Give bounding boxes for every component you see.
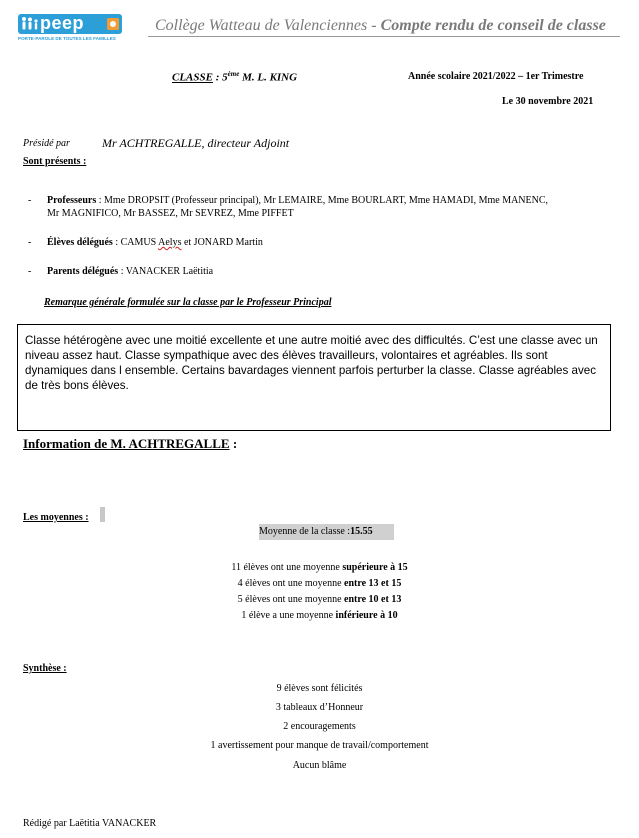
class-name: M. L. KING: [239, 71, 298, 84]
average-line: [0, 610, 639, 621]
student-delegates-label: Élèves délégués: [47, 237, 113, 248]
teachers-line2: Mr MAGNIFICO, Mr BASSEZ, Mr SEVREZ, Mme PIFFET: [47, 208, 294, 219]
averages-marker: [100, 507, 105, 522]
remark-box: [17, 324, 611, 431]
synthesis-line: 3 tableaux d’Honneur: [275, 702, 364, 713]
averages-title: Les moyennes :: [23, 512, 89, 523]
synthesis-line: 1 avertissement pour manque de travail/comportement: [210, 740, 429, 751]
parent-delegates-label: Parents délégués: [47, 266, 119, 277]
student-name-flagged: Aelys: [158, 237, 182, 248]
presided-value: Mr ACHTREGALLE, directeur Adjoint: [102, 136, 290, 150]
school-year: Année scolaire 2021/2022 – 1er Trimestre: [408, 71, 584, 82]
written-by: Rédigé par Laëtitia VANACKER: [23, 818, 157, 829]
class-line: [172, 70, 297, 84]
logo-text: peep: [40, 13, 85, 33]
average-line: [0, 594, 639, 605]
average-line-range: inférieure à 10: [335, 610, 398, 621]
class-average-label: Moyenne de la classe :: [259, 526, 351, 537]
family-figures-icon: [20, 16, 40, 32]
document-title: Compte rendu de conseil de classe: [380, 17, 606, 34]
teachers-label: Professeurs: [47, 195, 97, 206]
class-average: [259, 524, 394, 540]
average-line-range: entre 10 et 13: [344, 594, 402, 605]
student-delegates-rest: et JONARD Martin: [181, 237, 263, 248]
class-sep: :: [212, 71, 223, 84]
average-line-prefix: 11 élèves ont une moyenne: [231, 562, 343, 573]
header-divider: [148, 36, 620, 37]
teachers-item: [47, 194, 617, 220]
average-line-prefix: 1 élève a une moyenne: [241, 610, 336, 621]
logo-mark-icon: [106, 17, 120, 31]
average-line-prefix: 4 élèves ont une moyenne: [237, 578, 345, 589]
school-name: Collège Watteau de Valenciennes -: [155, 17, 381, 34]
meeting-date: Le 30 novembre 2021: [502, 96, 594, 107]
average-line-range: supérieure à 15: [342, 562, 408, 573]
information-title-text: Information de M. ACHTREGALLE: [23, 436, 230, 451]
average-line: [0, 578, 639, 589]
synthesis-line: Aucun blâme: [292, 760, 347, 771]
presided-label: Présidé par: [23, 138, 70, 149]
synthesis-title: Synthèse :: [23, 663, 67, 674]
bullet-dash: -: [28, 237, 32, 248]
bullet-dash: -: [28, 195, 32, 206]
information-title-suffix: :: [229, 436, 238, 451]
logo-tagline: PORTE-PAROLE DE TOUTES LES FAMILLES: [18, 36, 116, 41]
class-level-sup: ème: [227, 70, 240, 78]
synthesis-line: 9 élèves sont félicités: [276, 683, 363, 694]
average-line-prefix: 5 élèves ont une moyenne: [237, 594, 345, 605]
teachers-line1: : Mme DROPSIT (Professeur principal), Mr LEMAIRE, Mme BOURLART, Mme HAMADI, Mme MANENC,: [96, 195, 549, 206]
attendees-title: Sont présents :: [23, 156, 87, 167]
remark-title: Remarque générale formulée sur la classe par le Professeur Principal: [44, 297, 332, 308]
synthesis-line: 2 encouragements: [283, 721, 356, 732]
class-average-value: 15.55: [350, 526, 373, 537]
average-line-range: entre 13 et 15: [344, 578, 402, 589]
parent-delegates-item: [47, 265, 617, 278]
student-delegates-item: [47, 236, 617, 249]
average-line: [0, 562, 639, 573]
remark-text: Classe hétérogène avec une moitié excellente et une autre moitié avec des difficultés. C’est une classe avec un niveau assez haut. Classe sympathique avec des élèves travailleurs, volontaires et agréables. Ils sont dynamiques dans l ensemble. Certains bavardages viennent parfois perturber la classe. Classe agréables avec de très bons élèves.: [25, 334, 598, 392]
information-title: [23, 436, 237, 452]
class-label: CLASSE: [172, 71, 213, 84]
header-title: [155, 17, 606, 35]
parent-delegates-value: : VANACKER Laëtitia: [118, 266, 214, 277]
student-delegates-sep: : CAMUS: [112, 237, 159, 248]
peep-logo: [18, 14, 122, 44]
bullet-dash: -: [28, 266, 32, 277]
class-level: 5: [222, 71, 228, 84]
